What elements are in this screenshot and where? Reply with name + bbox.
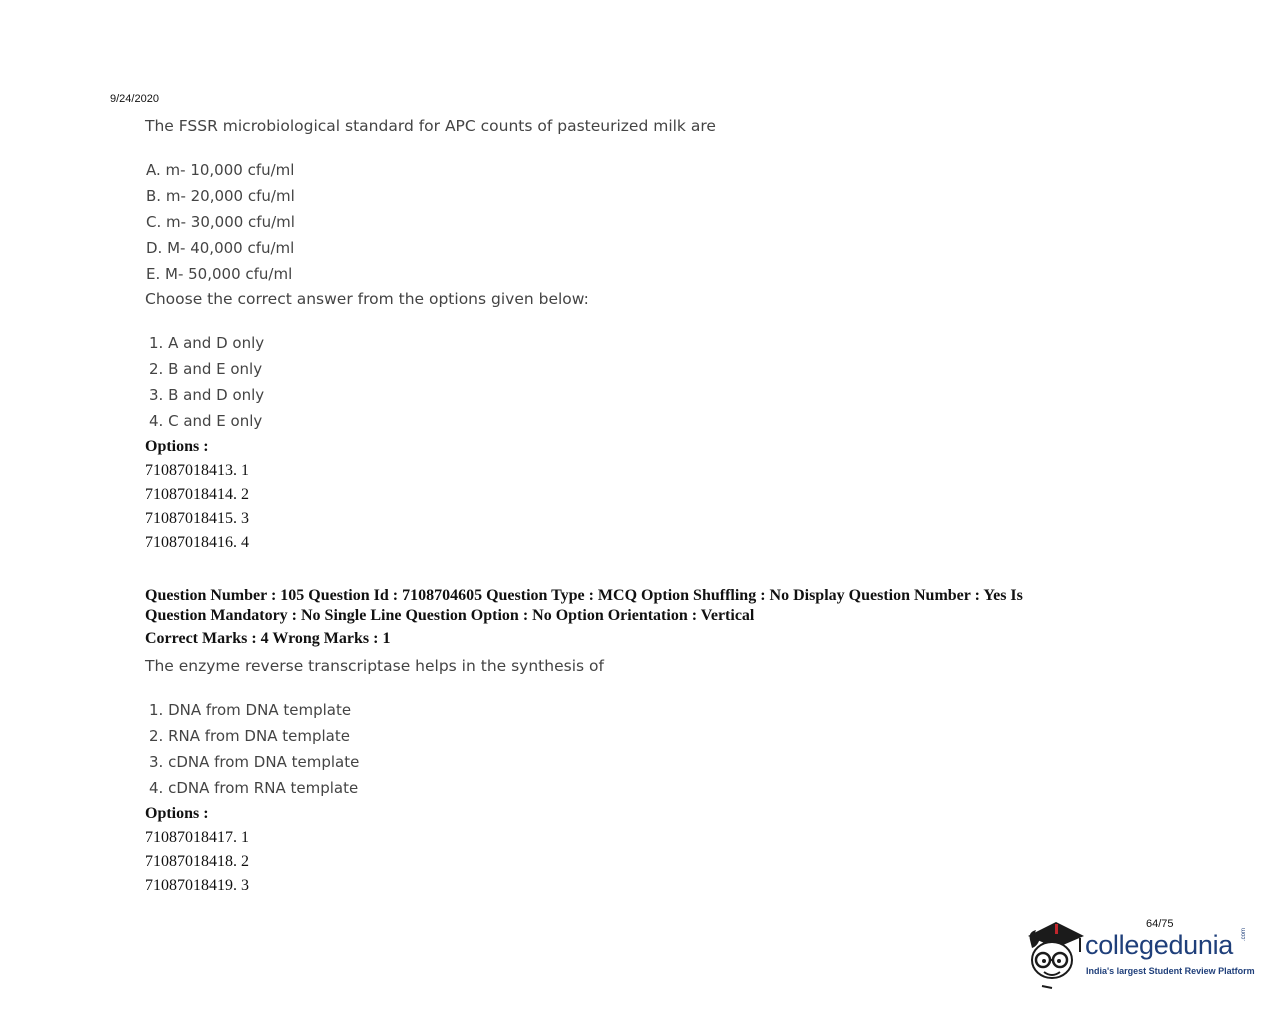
brand-dotcom: .com	[1241, 927, 1247, 941]
question-meta-line2: Question Mandatory : No Single Line Question Option : No Option Orientation : Vertical	[145, 607, 755, 624]
choice-4: 4. cDNA from RNA template	[149, 779, 359, 797]
choice-3: 3. B and D only	[149, 386, 265, 404]
brand-tagline: India's largest Student Review Platform	[1086, 966, 1255, 976]
page-number: 64/75	[1146, 918, 1174, 930]
option-id-3: 71087018419. 3	[145, 877, 249, 894]
statement-a: A. m- 10,000 cfu/ml	[146, 161, 295, 179]
choice-1: 1. DNA from DNA template	[149, 701, 352, 719]
print-date: 9/24/2020	[110, 93, 159, 105]
choice-2: 2. B and E only	[149, 360, 263, 378]
choice-2: 2. RNA from DNA template	[149, 727, 350, 745]
brand-name: collegedunia	[1085, 930, 1234, 960]
statement-e: E. M- 50,000 cfu/ml	[146, 265, 293, 283]
mascot-graduate-icon	[1022, 918, 1086, 990]
question-meta-line1: Question Number : 105 Question Id : 7108704605 Question Type : MCQ Option Shuffling : No Display Question Number : Yes Is	[145, 587, 1023, 604]
option-id-2: 71087018418. 2	[145, 853, 249, 870]
option-id-1: 71087018413. 1	[145, 462, 249, 479]
statement-c: C. m- 30,000 cfu/ml	[146, 213, 295, 231]
choice-3: 3. cDNA from DNA template	[149, 753, 360, 771]
statement-b: B. m- 20,000 cfu/ml	[146, 187, 295, 205]
option-id-3: 71087018415. 3	[145, 510, 249, 527]
question-text: The enzyme reverse transcriptase helps in the synthesis of	[145, 657, 604, 675]
choice-1: 1. A and D only	[149, 334, 265, 352]
option-id-4: 71087018416. 4	[145, 534, 249, 551]
question-text: The FSSR microbiological standard for APC counts of pasteurized milk are	[145, 117, 716, 135]
options-label: Options :	[145, 438, 209, 455]
statement-d: D. M- 40,000 cfu/ml	[146, 239, 295, 257]
options-label: Options :	[145, 805, 209, 822]
choice-4: 4. C and E only	[149, 412, 263, 430]
option-id-1: 71087018417. 1	[145, 829, 249, 846]
option-id-2: 71087018414. 2	[145, 486, 249, 503]
question-marks: Correct Marks : 4 Wrong Marks : 1	[145, 630, 391, 647]
instruction-text: Choose the correct answer from the options given below:	[145, 290, 589, 308]
